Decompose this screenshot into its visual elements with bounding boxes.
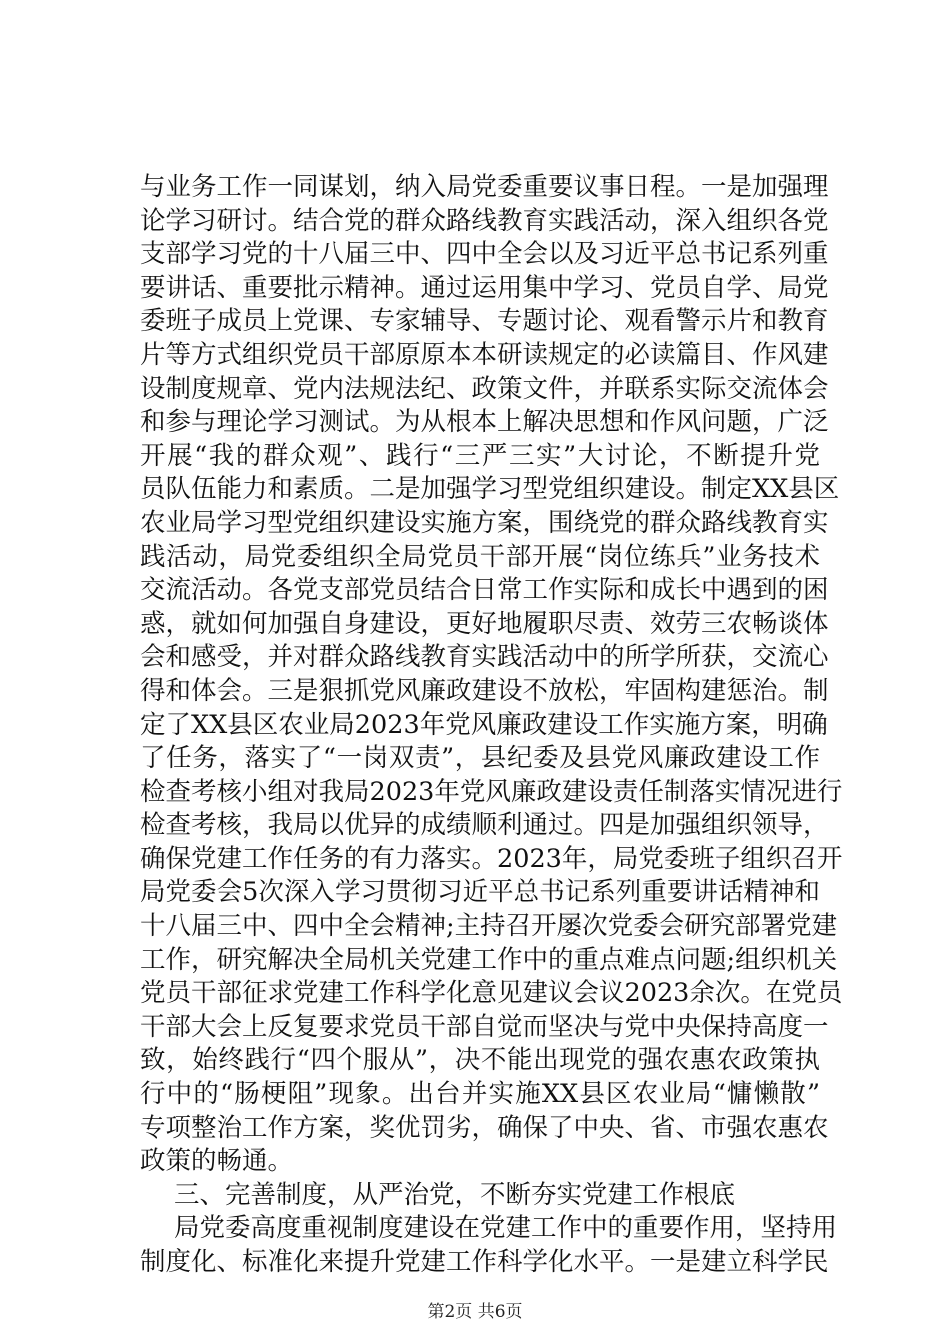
text-line: 和参与理论学习测试。为从根本上解决思想和作风问题，广泛 xyxy=(140,407,829,438)
text-line: 检查考核，我局以优异的成绩顺利通过。四是加强组织领导， xyxy=(140,810,829,841)
text-line: 致，始终践行“四个服从”，决不能出现党的强农惠农政策执 xyxy=(140,1045,820,1076)
text-line: 干部大会上反复要求党员干部自觉而坚决与党中央保持高度一 xyxy=(140,1011,829,1042)
text-line: 会和感受，并对群众路线教育实践活动中的所学所获，交流心 xyxy=(140,642,829,673)
text-line: 得和体会。三是狠抓党风廉政建设不放松，牢固构建惩治。制 xyxy=(140,675,829,706)
text-line: 工作，研究解决全局机关党建工作中的重点难点问题;组织机关 xyxy=(140,944,838,975)
text-line: 惑，就如何加强自身建设，更好地履职尽责、效劳三农畅谈体 xyxy=(140,608,829,639)
text-line: 践活动，局党委组织全局党员干部开展“岗位练兵”业务技术 xyxy=(140,541,820,572)
text-line: 要讲话、重要批示精神。通过运用集中学习、党员自学、局党 xyxy=(140,272,829,303)
text-line: 十八届三中、四中全会精神;主持召开屡次党委会研究部署党建 xyxy=(140,911,838,942)
text-line: 支部学习党的十八届三中、四中全会以及习近平总书记系列重 xyxy=(140,239,829,270)
text-line: 农业局学习型党组织建设实施方案，围绕党的群众路线教育实 xyxy=(140,507,829,538)
text-line: 党员干部征求党建工作科学化意见建议会议2023余次。在党员 xyxy=(140,978,843,1009)
text-line: 交流活动。各党支部党员结合日常工作实际和成长中遇到的困 xyxy=(140,575,829,606)
text-line: 与业务工作一同谋划，纳入局党委重要议事日程。一是加强理 xyxy=(140,172,829,202)
text-line: 局党委会5次深入学习贯彻习近平总书记系列重要讲话精神和 xyxy=(140,877,820,908)
paragraph-line: 局党委高度重视制度建设在党建工作中的重要作用，坚持用 xyxy=(174,1213,838,1244)
text-line: 检查考核小组对我局2023年党风廉政建设责任制落实情况进行 xyxy=(140,776,843,807)
paragraph-line: 制度化、标准化来提升党建工作科学化水平。一是建立科学民 xyxy=(140,1247,829,1277)
text-line: 确保党建工作任务的有力落实。2023年，局党委班子组织召开 xyxy=(140,843,843,874)
text-line: 行中的“肠梗阻”现象。出台并实施XX县区农业局“慵懒散” xyxy=(140,1079,820,1110)
text-line: 专项整治工作方案，奖优罚劣，确保了中央、省、市强农惠农 xyxy=(140,1112,829,1143)
page-number-footer: 第2页 共6页 xyxy=(427,1302,523,1322)
text-line: 政策的畅通。 xyxy=(140,1146,294,1177)
text-line: 开展“我的群众观”、践行“三严三实”大讨论，不断提升党 xyxy=(140,440,820,471)
section-heading: 三、完善制度，从严治党，不断夯实党建工作根底 xyxy=(174,1179,736,1210)
text-line: 定了XX县区农业局2023年党风廉政建设工作实施方案，明确 xyxy=(140,709,828,740)
body-text xyxy=(140,171,843,1280)
text-line: 了任务，落实了“一岗双责”，县纪委及县党风廉政建设工作 xyxy=(140,743,820,774)
text-line: 片等方式组织党员干部原原本本研读规定的必读篇目、作风建 xyxy=(140,339,829,370)
text-line: 委班子成员上党课、专家辅导、专题讨论、观看警示片和教育 xyxy=(140,306,829,337)
text-line: 论学习研讨。结合党的群众路线教育实践活动，深入组织各党 xyxy=(140,205,829,236)
text-line: 设制度规章、党内法规法纪、政策文件，并联系实际交流体会 xyxy=(140,373,829,404)
text-line: 员队伍能力和素质。二是加强学习型党组织建设。制定XX县区 xyxy=(140,474,840,505)
